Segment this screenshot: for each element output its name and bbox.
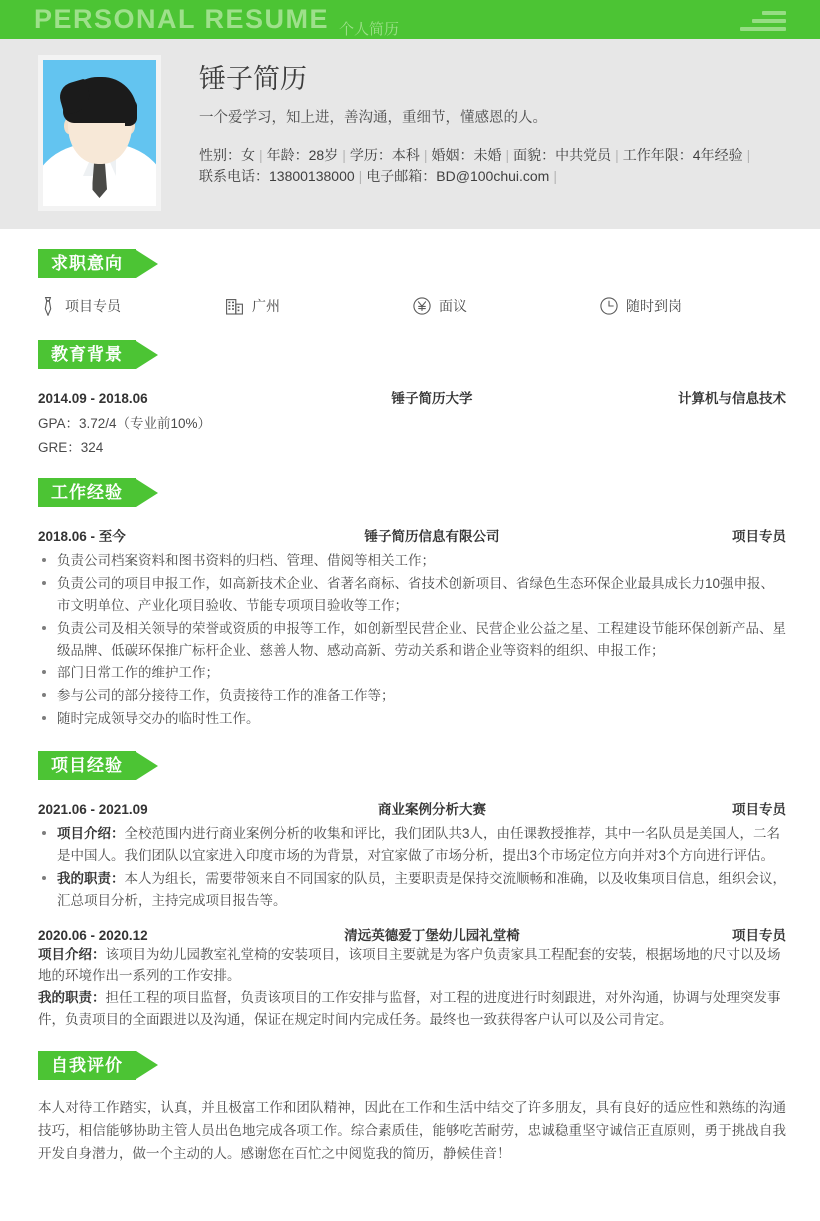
project-point-list	[38, 823, 786, 911]
meta-field: 面貌：中共党员	[513, 146, 612, 163]
section-title-intent: 求职意向	[38, 249, 136, 278]
profile-band	[0, 39, 820, 229]
intent-item-availability	[599, 296, 786, 316]
intent-item-position	[38, 296, 225, 316]
intent-salary-label: 面议	[439, 298, 467, 314]
meta-line-contact	[199, 166, 786, 188]
section-arrow-icon	[136, 1051, 158, 1079]
work-bullet-item: 部门日常工作的维护工作；	[38, 662, 786, 684]
work-entry	[38, 525, 786, 730]
work-role: 项目专员	[732, 529, 786, 545]
education-entry	[38, 387, 786, 458]
education-date: 2014.09 - 2018.06	[38, 391, 148, 406]
project-name: 清远英德爱丁堡幼儿园礼堂椅	[344, 927, 520, 943]
avatar-illustration	[43, 60, 156, 206]
project-date: 2020.06 - 2020.12	[38, 927, 148, 943]
meta-field: 年龄：28岁	[266, 146, 339, 163]
meta-field: 联系电话：13800138000	[199, 168, 355, 185]
clock-icon	[599, 297, 618, 316]
project-point-label: 我的职责：	[38, 990, 106, 1006]
education-gre: GRE：324	[38, 439, 104, 455]
avatar-hair-side	[125, 100, 137, 126]
meta-separator: |	[423, 146, 428, 163]
project-point-label: 我的职责：	[57, 870, 125, 886]
intent-position-label: 项目专员	[65, 298, 121, 314]
project-entry	[38, 924, 786, 1031]
section-arrow-icon	[136, 479, 158, 507]
hamburger-line-3	[740, 27, 786, 31]
section-header-evaluation	[38, 1051, 158, 1080]
project-name: 商业案例分析大赛	[378, 802, 486, 818]
page-subtitle: 个人简历	[339, 21, 400, 38]
profile-info	[199, 55, 786, 188]
bottom-spacer	[38, 1166, 786, 1221]
section-header-education	[38, 340, 158, 369]
section-header-project	[38, 751, 158, 780]
section-header-work	[38, 478, 158, 507]
meta-field: 工作年限：4年经验	[622, 146, 743, 163]
page-title: PERSONAL RESUME	[34, 4, 330, 34]
section-arrow-icon	[136, 752, 158, 780]
education-entry-header	[38, 387, 786, 407]
work-bullet-list	[38, 550, 786, 730]
project-point-paragraph: 项目介绍：该项目为幼儿园教室礼堂椅的安装项目，该项目主要就是为客户负责家具工程配套的安装，根据场地的尺寸以及场地的环境作出一系列的工作安排。	[38, 946, 781, 984]
candidate-meta	[199, 145, 786, 188]
intent-availability-label: 随时到岗	[626, 298, 682, 314]
section-arrow-icon	[136, 250, 158, 278]
meta-field: 性别：女	[199, 146, 255, 163]
meta-separator: |	[358, 168, 363, 185]
education-school: 锤子简历大学	[391, 391, 473, 406]
section-arrow-icon	[136, 341, 158, 369]
meta-field: 学历：本科	[349, 146, 420, 163]
work-bullet-item: 参与公司的部分接待工作，负责接待工作的准备工作等；	[38, 685, 786, 707]
work-entry-header	[38, 525, 786, 545]
building-icon	[225, 297, 244, 316]
candidate-name: 锤子简历	[199, 64, 307, 94]
meta-field: 电子邮箱：BD@100chui.com	[366, 168, 550, 185]
work-date: 2018.06 - 至今	[38, 529, 126, 545]
meta-field: 婚姻：未婚	[431, 146, 502, 163]
project-entry-header	[38, 924, 786, 944]
candidate-tagline: 一个爱学习，知上进，善沟通，重细节，懂感恩的人。	[199, 109, 547, 126]
project-point-item: 我的职责：本人为组长，需要带领来自不同国家的队员，主要职责是保持交流顺畅和准确，以及收集项目信息，组织会议，汇总项目分析，主持完成项目报告等。	[38, 868, 786, 912]
project-point-item: 项目介绍：全校范围内进行商业案例分析的收集和评比，我们团队共3人，由任课教授推荐，其中一名队员是美国人，二名是中国人。我们团队以宜家进入印度市场的为背景，对宜家做了市场分析，提出3个市场定位方向并对3个方向进行评估。	[38, 823, 786, 867]
hamburger-line-1	[762, 11, 786, 15]
project-role: 项目专员	[732, 802, 786, 818]
resume-body	[0, 229, 820, 1221]
yen-circle-icon	[412, 297, 431, 316]
meta-separator: |	[553, 168, 557, 185]
work-bullet-item: 负责公司及相关领导的荣誉或资质的申报等工作，如创新型民营企业、民营企业公益之星、工程建设节能环保创新产品、星级品牌、低碳环保推广标杆企业、慈善人物、感动高新、劳动关系和谐企业等资料的组织、申报工作；	[38, 618, 786, 662]
section-title-work: 工作经验	[38, 478, 136, 507]
education-major: 计算机与信息技术	[678, 391, 786, 406]
meta-separator: |	[342, 146, 346, 163]
project-entry-list	[38, 798, 786, 1031]
intent-items	[38, 296, 786, 316]
necktie-icon	[38, 297, 57, 316]
section-title-evaluation: 自我评价	[38, 1051, 136, 1080]
project-point-paragraph: 我的职责：担任工程的项目监督，负责该项目的工作安排与监督，对工程的进度进行时刻跟进，对外沟通，协调与处理突发事件，负责项目的全面跟进以及沟通，保证在规定时间内完成任务。最终也一致获得客户认可以及公司肯定。	[38, 990, 781, 1028]
hamburger-line-2	[752, 19, 786, 23]
project-point-label: 项目介绍：	[38, 946, 106, 962]
intent-item-salary	[412, 296, 599, 316]
work-bullet-item: 随时完成领导交办的临时性工作。	[38, 708, 786, 730]
project-role: 项目专员	[732, 927, 786, 943]
project-entry-header	[38, 798, 786, 818]
work-bullet-item: 负责公司的项目申报工作，如高新技术企业、省著名商标、省技术创新项目、省绿色生态环保企业最具成长力10强申报、市文明单位、产业化项目验收、节能专项项目验收等工作；	[38, 573, 786, 617]
education-gpa: GPA：3.72/4（专业前10%）	[38, 416, 212, 431]
project-date: 2021.06 - 2021.09	[38, 802, 148, 818]
section-title-project: 项目经验	[38, 751, 136, 780]
meta-separator: |	[615, 146, 619, 163]
meta-separator: |	[259, 146, 263, 163]
project-point-label: 项目介绍：	[57, 826, 125, 842]
meta-separator: |	[505, 146, 510, 163]
intent-item-city	[225, 296, 412, 316]
section-title-education: 教育背景	[38, 340, 136, 369]
meta-separator: |	[746, 146, 751, 163]
work-bullet-item: 负责公司档案资料和图书资料的归档、管理、借阅等相关工作；	[38, 550, 786, 572]
work-company: 锤子简历信息有限公司	[364, 529, 500, 545]
intent-city-label: 广州	[252, 298, 280, 314]
page-header	[0, 0, 820, 39]
avatar	[38, 55, 161, 211]
meta-line-primary	[199, 145, 786, 167]
section-header-intent	[38, 249, 158, 278]
hamburger-menu-icon[interactable]	[740, 11, 786, 31]
evaluation-text: 本人对待工作踏实，认真，并且极富工作和团队精神，因此在工作和生活中结交了许多朋友，具有良好的适应性和熟练的沟通技巧，相信能够协助主管人员出色地完成各项工作。综合素质佳，能够吃苦耐劳，忠诚稳重坚守诚信正直原则，勇于挑战自我开发自身潜力，做一个主动的人。感谢您在百忙之中阅览我的简历，静候佳音！	[38, 1099, 786, 1162]
project-entry	[38, 798, 786, 911]
